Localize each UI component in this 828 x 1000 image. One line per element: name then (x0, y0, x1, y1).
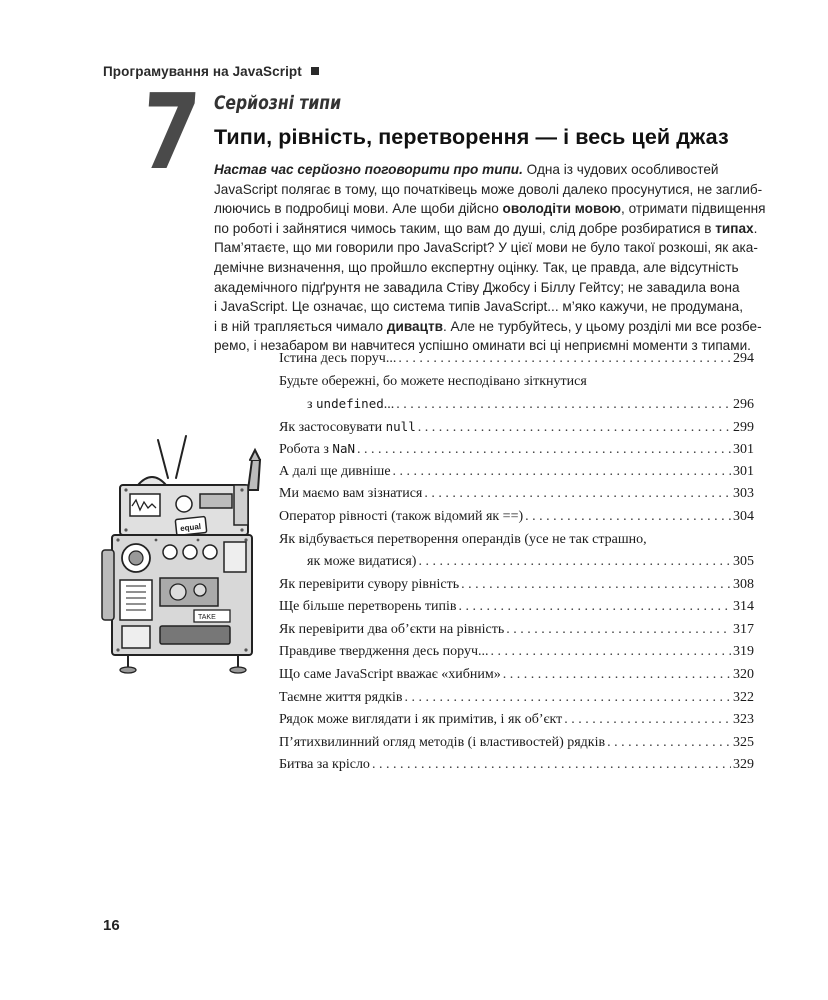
toc-page-number: 317 (733, 621, 754, 637)
toc-leader-dots (372, 757, 731, 773)
intro-line (214, 297, 768, 317)
toc-leader-dots (458, 599, 731, 615)
toc-entry-label (279, 441, 355, 458)
toc-entry-label (279, 690, 403, 706)
square-bullet-icon (311, 67, 319, 75)
toc-leader-dots (396, 397, 731, 413)
toc-entry-title: А далі ще дивніше (279, 463, 391, 479)
intro-text: JavaScript полягає в тому, що початківець може доволі далеко просунутися, не заглиб- (214, 181, 763, 197)
toc-entry-label (279, 735, 605, 751)
toc-entry[interactable] (279, 374, 754, 419)
intro-lead: Настав час серйозно поговорити про типи. (214, 162, 523, 177)
toc-leader-dots (424, 486, 731, 502)
toc-entry[interactable] (279, 464, 754, 487)
toc-page-number: 325 (733, 734, 754, 750)
intro-line (214, 219, 768, 239)
toc-entry[interactable] (279, 644, 754, 667)
intro-text: , отримати підвищення (621, 201, 766, 217)
toc-leader-dots (405, 690, 731, 706)
intro-emphasis: оволодіти мовою (502, 201, 622, 217)
intro-line (214, 238, 768, 258)
toc-entry-label (279, 509, 523, 525)
toc-entry-label (279, 464, 391, 480)
intro-paragraph (214, 160, 768, 356)
toc-entry[interactable] (279, 757, 754, 780)
running-head-text: Програмування на JavaScript (103, 64, 302, 79)
toc-entry-title: Як відбувається перетворення операндів (усе не так страшно, (279, 531, 647, 547)
chapter-number: 7 (137, 71, 204, 193)
toc-leader-dots (418, 420, 731, 436)
page-number: 16 (103, 917, 120, 934)
drawer-label: TAKE (198, 614, 216, 621)
intro-text: і JavaScript. Це означає, що система типів JavaScript... м’яко кажучи, не продумана, (214, 299, 743, 315)
toc-entry-label (279, 419, 416, 436)
intro-line (214, 317, 768, 337)
toc-entry-code: NaN (332, 441, 355, 457)
toc-entry[interactable] (279, 712, 754, 735)
toc-entry[interactable] (279, 599, 754, 622)
toc-entry-title: Рядок може виглядати і як примітив, і як об’єкт (279, 712, 563, 728)
equal-label: equal (179, 521, 202, 534)
toc-entry[interactable] (279, 622, 754, 645)
toc-entry-code: undefined (316, 395, 384, 411)
toc-entry-title: Як перевірити сувору рівність (279, 576, 460, 592)
toc-leader-dots (607, 735, 731, 751)
toc-page-number: 323 (733, 712, 754, 728)
toc-page-number: 304 (733, 508, 754, 524)
toc-leader-dots (398, 351, 731, 367)
toc-leader-dots (393, 464, 731, 480)
toc-entry[interactable] (279, 351, 754, 374)
intro-line (214, 258, 768, 278)
toc-page-number: 322 (733, 689, 754, 705)
toc-page-number: 296 (733, 396, 754, 412)
intro-text: академічного підґрунтя не завадила Стіву Джобсу і Біллу Гейтсу; не завадила вона (214, 279, 740, 295)
toc-page-number: 308 (733, 576, 754, 592)
toc-entry-continuation (307, 554, 416, 570)
intro-emphasis: дивацтв (386, 318, 443, 334)
toc-leader-dots (357, 442, 731, 458)
toc-page-number: 305 (733, 553, 754, 569)
toc-entry-label (279, 667, 501, 683)
intro-text: демічне визначення, що пройшло експертну оцінку. Так, це правда, але відсутність (214, 259, 739, 275)
chapter-subtitle: Типи, рівність, перетворення — і весь цей джаз (214, 125, 729, 149)
toc-leader-dots (461, 577, 731, 593)
intro-text: люючись в подробиці мови. Але щоби дійсно (214, 201, 503, 217)
intro-text: Пам’ятаєте, що ми говорили про JavaScript? У цієї мови не було такої розкоші, як ака- (214, 240, 758, 256)
toc-entry-code: null (385, 418, 416, 434)
toc-entry[interactable] (279, 532, 754, 577)
toc-entry-title: П’ятихвилинний огляд методів (і властивостей) рядків (279, 734, 606, 750)
toc-entry-label (279, 351, 396, 367)
toc-entry-label (279, 644, 489, 660)
toc-page-number: 314 (733, 599, 754, 615)
toc-entry-title: Що саме JavaScript вважає «хибним» (279, 666, 501, 682)
chapter-title: Серйозні типи (214, 92, 341, 114)
toc-entry-label (279, 757, 370, 773)
toc-leader-dots (525, 509, 731, 525)
running-head (103, 64, 319, 79)
toc-entry-title: Як застосовувати (279, 419, 386, 435)
toc-entry-title: Правдиве твердження десь поруч... (279, 644, 489, 660)
toc-leader-dots (564, 712, 731, 728)
toc-entry-title: з (307, 396, 317, 412)
intro-text: . Але не турбуйтесь, у цьому розділі ми все розбе- (443, 318, 762, 334)
toc-entry-title: Оператор рівності (також відомий як ==) (279, 508, 524, 524)
intro-text: і в ній трапляється чимало (214, 318, 387, 334)
toc-leader-dots (506, 622, 731, 638)
toc-entry[interactable] (279, 441, 754, 464)
toc-page-number: 301 (733, 442, 754, 458)
toc-entry-title: як може видатися) (307, 553, 417, 569)
toc-entry-label (279, 622, 504, 638)
toc-page-number: 329 (733, 757, 754, 773)
toc-entry-title: Ще більше перетворень типів (279, 599, 457, 615)
toc-leader-dots (503, 667, 731, 683)
intro-text: ремо, і незабаром ви навчитеся успішно оминати всі ці неприємні моменти з типами. (214, 338, 751, 354)
toc-page-number: 320 (733, 666, 754, 682)
toc-page-number: 301 (733, 463, 754, 479)
table-of-contents (279, 351, 754, 780)
intro-text: по роботі і зайнятися чимось таким, що вам до душі, слід добре розбиратися в (214, 220, 716, 236)
toc-entry-title: ... (383, 396, 395, 412)
intro-emphasis: типах (715, 220, 754, 236)
toc-entry[interactable] (279, 486, 754, 509)
intro-line (214, 160, 768, 180)
toc-entry[interactable] (279, 690, 754, 713)
intro-line (214, 278, 768, 298)
intro-line (214, 199, 768, 219)
toc-entry-label (279, 599, 456, 615)
toc-entry-title: Істина десь поруч... (279, 351, 397, 366)
toc-entry-title: Ми маємо вам зізнатися (279, 486, 423, 502)
toc-entry-label (279, 712, 562, 728)
toc-entry[interactable] (279, 509, 754, 532)
toc-entry[interactable] (279, 419, 754, 442)
toc-page-number: 294 (733, 351, 754, 366)
toc-entry-title: Битва за крісло (279, 757, 370, 773)
toc-leader-dots (418, 554, 731, 570)
toc-entry[interactable] (279, 577, 754, 600)
intro-text: Одна із чудових особливостей (522, 162, 719, 177)
toc-page-number: 303 (733, 486, 754, 502)
toc-entry-title: Будьте обережні, бо можете несподівано зіткнутися (279, 373, 587, 389)
toc-entry-title: Як перевірити два об’єкти на рівність (279, 621, 505, 637)
toc-entry[interactable] (279, 667, 754, 690)
toc-page-number: 319 (733, 644, 754, 660)
toc-entry-continuation (307, 396, 394, 413)
intro-line (214, 180, 768, 200)
toc-entry-label (279, 577, 459, 593)
robot-illustration (98, 430, 274, 680)
toc-entry-title: Робота з (279, 442, 333, 458)
intro-text: . (753, 220, 758, 236)
toc-page-number: 299 (733, 419, 754, 435)
toc-entry[interactable] (279, 735, 754, 758)
toc-leader-dots (491, 644, 731, 660)
toc-entry-title: Таємне життя рядків (279, 689, 403, 705)
toc-entry-label (279, 486, 422, 502)
